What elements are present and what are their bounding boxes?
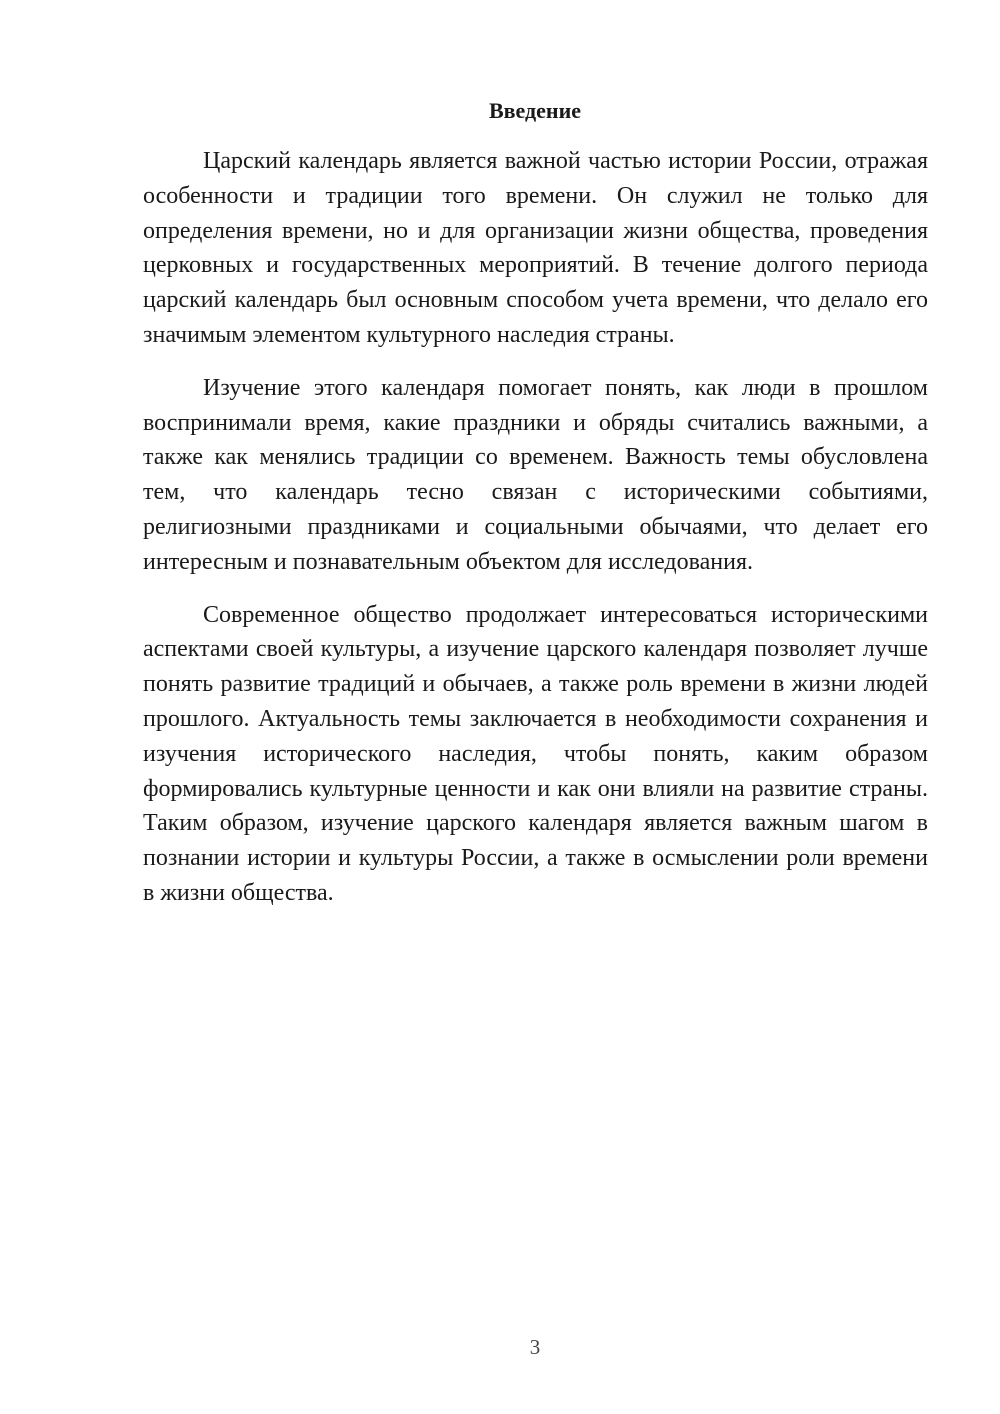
page-number: 3 xyxy=(529,1335,541,1359)
body-text xyxy=(143,144,928,929)
section-heading: Введение xyxy=(488,98,582,123)
paragraph-3: Современное общество продолжает интересоваться историческими аспектами своей культуры, а изучение царского календаря позволяет лучше понять развитие традиций и обычаев, а также роль времени в жизни людей прошлого. Актуальность темы заключается в необходимости сохранения и изучения исторического наследия, чтобы понять, каким образом формировались культурные ценности и как они влияли на развитие страны. Таким образом, изучение царского календаря является важным шагом в познании истории и культуры России, а также в осмыслении роли времени в жизни общества. xyxy=(143,601,928,906)
paragraph-2: Изучение этого календаря помогает понять, как люди в прошлом воспринимали время, какие праздники и обряды считались важными, а также как менялись традиции со временем. Важность темы обусловлена тем, что календарь тесно связан с историческими событиями, религиозными праздниками и социальными обычаями, что делает его интересным и познавательным объектом для исследования. xyxy=(143,374,928,575)
paragraph-1: Царский календарь является важной частью истории России, отражая особенности и традиции того времени. Он служил не только для определения времени, но и для организации жизни общества, проведения церковных и государственных мероприятий. В течение долгого периода царский календарь был основным способом учета времени, что делало его значимым элементом культурного наследия страны. xyxy=(143,148,928,348)
